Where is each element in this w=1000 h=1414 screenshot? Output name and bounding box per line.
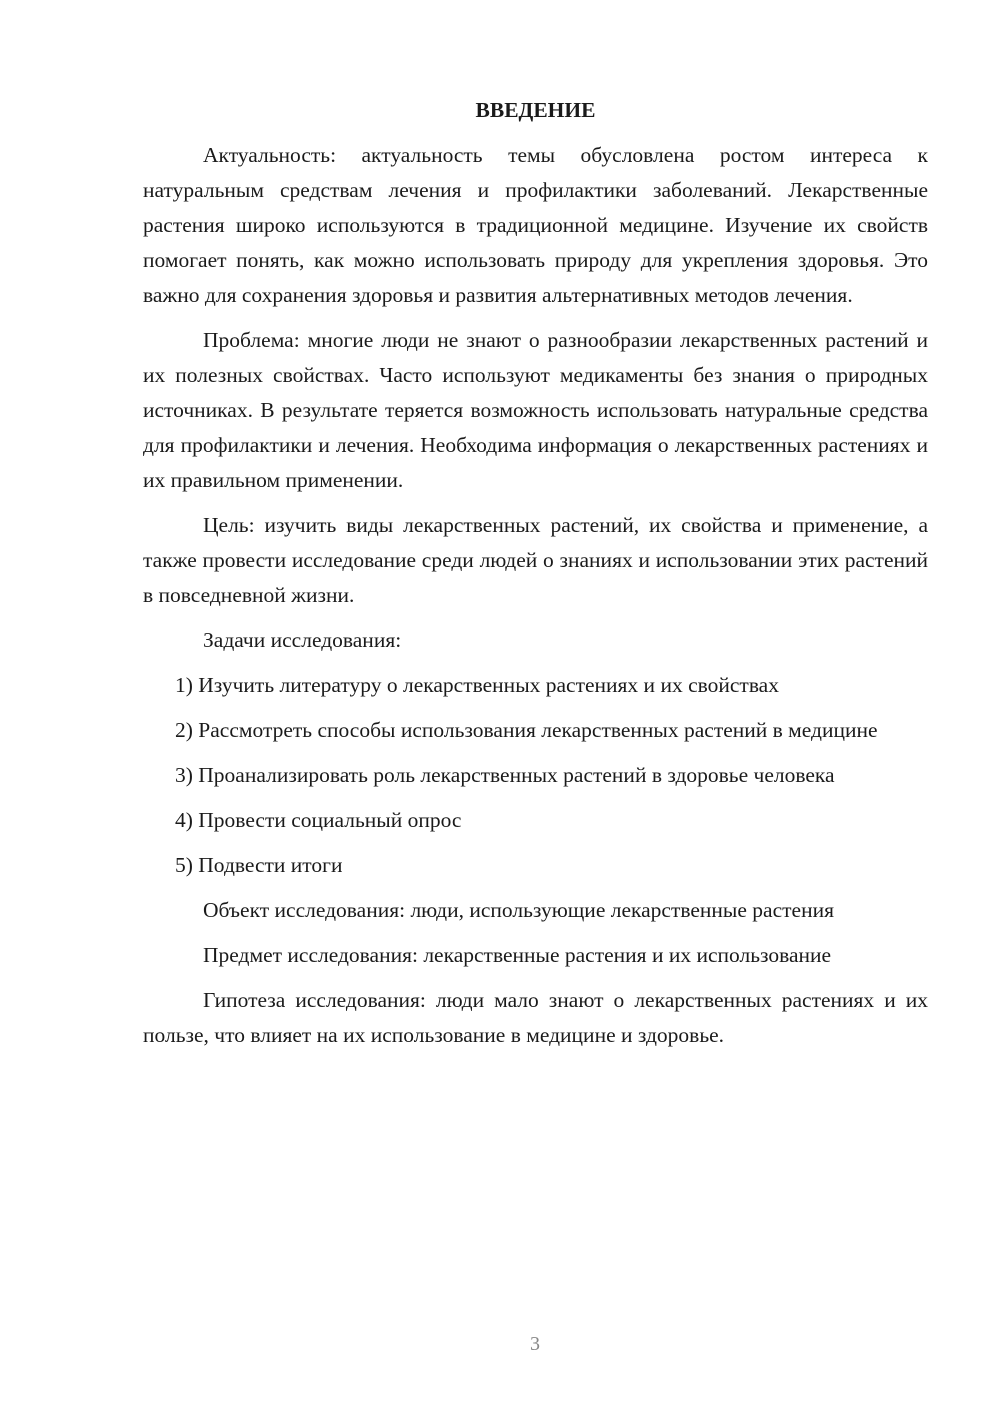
document-page: [143, 93, 928, 1063]
section-title: ВВЕДЕНИЕ: [475, 98, 596, 122]
task-item-3: 3) Проанализировать роль лекарственных растений в здоровье человека: [175, 763, 835, 787]
task-item-1: 1) Изучить литературу о лекарственных растениях и их свойствах: [175, 673, 779, 697]
problem-paragraph: Проблема: многие люди не знают о разнообразии лекарственных растений и их полезных свойствах. Часто используют медикаменты без знания о природных источниках. В результате теряется возможность использовать натуральные средства для профилактики и лечения. Необходима информация о лекарственных растениях и их правильном применении.: [143, 328, 928, 492]
page-number: 3: [530, 1333, 540, 1355]
hypothesis-paragraph: Гипотеза исследования: люди мало знают о лекарственных растениях и их пользе, что влияет на их использование в медицине и здоровье.: [143, 988, 928, 1047]
relevance-paragraph: Актуальность: актуальность темы обусловлена ростом интереса к натуральным средствам лечения и профилактики заболеваний. Лекарственные растения широко используются в традиционной медицине. Изучение их свойств помогает понять, как можно использовать природу для укрепления здоровья. Это важно для сохранения здоровья и развития альтернативных методов лечения.: [143, 143, 928, 307]
goal-paragraph: Цель: изучить виды лекарственных растений, их свойства и применение, а также провести исследование среди людей о знаниях и использовании этих растений в повседневной жизни.: [143, 513, 928, 607]
subject-paragraph: Предмет исследования: лекарственные растения и их использование: [203, 943, 832, 967]
tasks-heading: Задачи исследования:: [203, 628, 402, 652]
task-item-5: 5) Подвести итоги: [175, 853, 343, 877]
object-paragraph: Объект исследования: люди, использующие лекарственные растения: [203, 898, 834, 922]
task-item-2: 2) Рассмотреть способы использования лекарственных растений в медицине: [175, 718, 878, 742]
task-item-4: 4) Провести социальный опрос: [175, 808, 462, 832]
